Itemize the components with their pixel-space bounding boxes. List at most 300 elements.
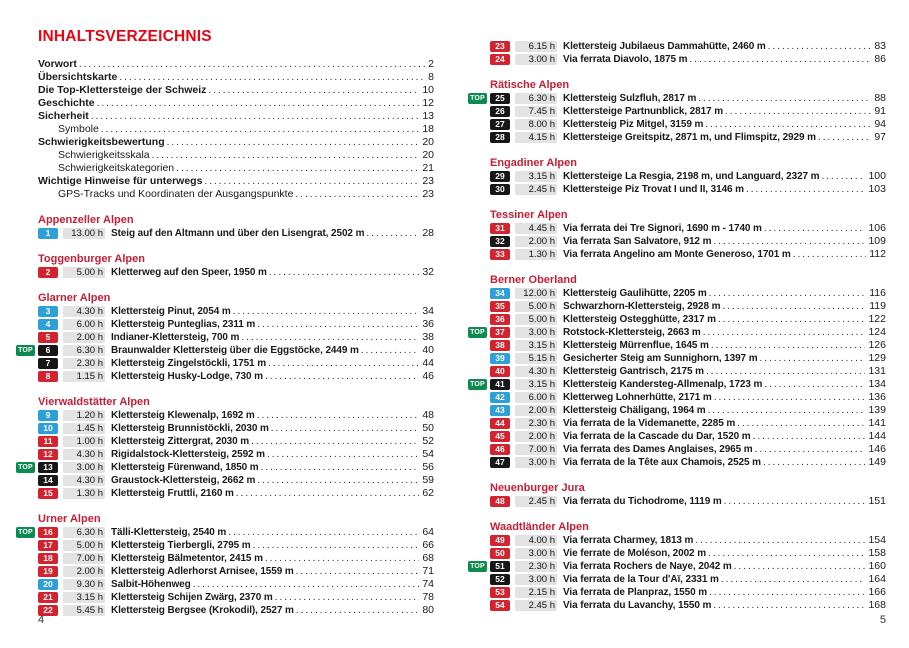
route-title: Klettersteig Punteglias, 2311 m — [111, 319, 256, 330]
route-entry — [490, 339, 886, 352]
page-ref: 149 — [868, 456, 886, 468]
duration: 2.00 h — [515, 431, 557, 442]
route-entry — [38, 435, 434, 448]
route-entry — [38, 357, 434, 370]
dot-leader — [267, 448, 419, 461]
toc-item-label: Die Top-Klettersteige der Schweiz — [38, 84, 207, 96]
page-ref: 78 — [422, 591, 434, 603]
route-title: Via ferrata du Lavanchy, 1550 m — [563, 600, 712, 611]
route-title: Klettersteig Zittergrat, 2030 m — [111, 436, 250, 447]
route-entry — [470, 560, 886, 573]
route-title: Klettersteig Brunnistöckli, 2030 m — [111, 423, 269, 434]
toc-item-label: Schwierigkeitskategorien — [58, 162, 175, 174]
route-number-badge: 47 — [490, 457, 510, 468]
route-number-badge: 3 — [38, 306, 58, 317]
route-title: Klettersteige Greitspitz, 2871 m, und Flimspitz, 2929 m — [563, 132, 816, 143]
toc-item-label: Sicherheit — [38, 110, 89, 122]
toc-item-page: 13 — [422, 110, 434, 122]
dot-leader — [366, 227, 419, 240]
region-heading: Rätische Alpen — [490, 79, 570, 91]
route-title: Via ferrata Diavolo, 1875 m — [563, 54, 688, 65]
route-number-badge: 5 — [38, 332, 58, 343]
route-number-badge: 26 — [490, 106, 510, 117]
page-ref: 86 — [874, 53, 886, 65]
route-entry — [490, 495, 886, 508]
region-heading: Neuenburger Jura — [490, 482, 585, 494]
duration: 13.00 h — [63, 228, 105, 239]
route-title: Indianer-Klettersteig, 700 m — [111, 332, 240, 343]
route-title: Klettersteig Piz Mitgel, 3159 m — [563, 119, 704, 130]
route-number-badge: 44 — [490, 418, 510, 429]
page-right — [470, 40, 886, 612]
region-heading: Tessiner Alpen — [490, 209, 568, 221]
route-number-badge: 14 — [38, 475, 58, 486]
route-title: Klettersteig Kandersteg-Allmenalp, 1723 m — [563, 379, 763, 390]
dot-leader — [296, 604, 419, 617]
dot-leader — [193, 578, 420, 591]
route-number-badge: 10 — [38, 423, 58, 434]
duration: 3.15 h — [515, 340, 557, 351]
route-entry — [490, 391, 886, 404]
route-title: Rigidalstock-Klettersteig, 2592 m — [111, 449, 265, 460]
route-entry — [38, 591, 434, 604]
region-section — [18, 292, 434, 383]
duration: 3.15 h — [515, 171, 557, 182]
duration: 6.00 h — [515, 392, 557, 403]
dot-leader — [753, 430, 866, 443]
duration: 2.15 h — [515, 587, 557, 598]
page-ref: 52 — [422, 435, 434, 447]
duration: 1.15 h — [63, 371, 105, 382]
duration: 5.00 h — [515, 301, 557, 312]
route-entry — [490, 456, 886, 469]
route-number-badge: 41 — [490, 379, 510, 390]
dot-leader — [737, 417, 865, 430]
dot-leader — [265, 370, 419, 383]
duration: 4.15 h — [515, 132, 557, 143]
route-number-badge: 42 — [490, 392, 510, 403]
toc-item-label: GPS-Tracks und Koordinaten der Ausgangspunkte — [58, 188, 294, 200]
duration: 2.00 h — [63, 566, 105, 577]
region-heading: Berner Oberland — [490, 274, 577, 286]
page-ref: 129 — [868, 352, 886, 364]
route-entry — [490, 404, 886, 417]
route-title: Klettersteig Ostegghütte, 2317 m — [563, 314, 716, 325]
dot-leader — [361, 344, 420, 357]
duration: 2.00 h — [63, 332, 105, 343]
dot-leader — [703, 326, 866, 339]
route-number-badge: 40 — [490, 366, 510, 377]
dot-leader — [152, 149, 420, 162]
route-number-badge: 23 — [490, 41, 510, 52]
dot-leader — [257, 409, 420, 422]
route-title: Via ferrata de Planpraz, 1550 m — [563, 587, 708, 598]
region-section — [18, 513, 434, 617]
region-section — [470, 274, 886, 469]
toc-item-label: Symbole — [58, 123, 99, 135]
page-ref: 146 — [868, 443, 886, 455]
duration: 2.45 h — [515, 496, 557, 507]
region-section — [470, 79, 886, 144]
dot-leader — [711, 339, 866, 352]
route-entry — [470, 326, 886, 339]
toc-item-page: 18 — [422, 123, 434, 135]
route-entry — [38, 318, 434, 331]
route-title: Rotstock-Klettersteig, 2663 m — [563, 327, 701, 338]
route-entry — [38, 578, 434, 591]
page-ref: 131 — [868, 365, 886, 377]
page-ref: 83 — [874, 40, 886, 52]
page-ref: 112 — [869, 248, 886, 260]
route-title: Steig auf den Altmann und über den Lisengrat, 2502 m — [111, 228, 365, 239]
dot-leader — [265, 552, 419, 565]
route-number-badge: 8 — [38, 371, 58, 382]
top-route-badge: TOP — [16, 345, 35, 356]
route-number-badge: 21 — [38, 592, 58, 603]
dot-leader — [818, 131, 871, 144]
page-ref: 54 — [422, 448, 434, 460]
toc-item-label: Übersichtskarte — [38, 71, 118, 83]
page-ref: 88 — [874, 92, 886, 104]
page-ref: 34 — [422, 305, 434, 317]
route-title: Via ferrata Charmey, 1813 m — [563, 535, 694, 546]
dot-leader — [241, 331, 419, 344]
route-number-badge: 9 — [38, 410, 58, 421]
route-entry — [490, 586, 886, 599]
dot-leader — [713, 599, 865, 612]
dot-leader — [91, 110, 420, 123]
page-ref: 144 — [868, 430, 886, 442]
route-entry — [490, 547, 886, 560]
dot-leader — [695, 534, 865, 547]
duration: 7.45 h — [515, 106, 557, 117]
duration: 4.30 h — [63, 306, 105, 317]
route-title: Klettersteig Chäligang, 1964 m — [563, 405, 706, 416]
duration: 4.30 h — [515, 366, 557, 377]
duration: 1.30 h — [515, 249, 557, 260]
duration: 6.00 h — [63, 319, 105, 330]
toc-item-page: 2 — [428, 58, 434, 70]
duration: 2.30 h — [63, 358, 105, 369]
route-number-badge: 43 — [490, 405, 510, 416]
route-number-badge: 32 — [490, 236, 510, 247]
dot-leader — [764, 222, 866, 235]
dot-leader — [271, 422, 420, 435]
dot-leader — [233, 305, 420, 318]
toc-item — [38, 97, 434, 110]
route-entry — [490, 40, 886, 53]
page-ref: 94 — [874, 118, 886, 130]
duration: 6.30 h — [63, 527, 105, 538]
route-title: Klettersteig Husky-Lodge, 730 m — [111, 371, 263, 382]
duration: 4.30 h — [63, 475, 105, 486]
route-title: Tälli-Klettersteig, 2540 m — [111, 527, 227, 538]
toc-item — [38, 71, 434, 84]
route-entry — [490, 287, 886, 300]
page-ref: 168 — [868, 599, 886, 611]
route-number-badge: 34 — [490, 288, 510, 299]
dot-leader — [119, 71, 425, 84]
duration: 5.00 h — [63, 267, 105, 278]
dot-leader — [724, 495, 866, 508]
duration: 4.45 h — [515, 223, 557, 234]
route-entry — [490, 118, 886, 131]
route-title: Salbit-Höhenweg — [111, 579, 191, 590]
dot-leader — [176, 162, 419, 175]
route-number-badge: 15 — [38, 488, 58, 499]
route-number-badge: 16 — [38, 527, 58, 538]
route-title: Klettersteig Sulzfluh, 2817 m — [563, 93, 697, 104]
route-entry — [470, 378, 886, 391]
route-entry — [38, 487, 434, 500]
route-title: Klettersteig Jubilaeus Dammahütte, 2460 m — [563, 41, 766, 52]
route-title: Gesicherter Steig am Sunnighorn, 1397 m — [563, 353, 758, 364]
route-entry — [38, 305, 434, 318]
route-number-badge: 22 — [38, 605, 58, 616]
duration: 3.00 h — [515, 574, 557, 585]
route-entry — [490, 105, 886, 118]
duration: 2.00 h — [515, 236, 557, 247]
duration: 8.00 h — [515, 119, 557, 130]
dot-leader — [755, 443, 866, 456]
page-ref: 106 — [868, 222, 886, 234]
page-ref: 80 — [422, 604, 434, 616]
page-ref: 32 — [422, 266, 434, 278]
page-ref: 136 — [868, 391, 886, 403]
route-entry — [490, 599, 886, 612]
route-entry — [490, 131, 886, 144]
route-entry — [490, 300, 886, 313]
page-ref: 154 — [868, 534, 886, 546]
page-left — [18, 28, 434, 617]
toc-item — [38, 136, 434, 149]
duration: 3.00 h — [515, 457, 557, 468]
route-title: Klettersteig Fürenwand, 1850 m — [111, 462, 259, 473]
route-number-badge: 13 — [38, 462, 58, 473]
page-ref: 160 — [868, 560, 886, 572]
page-ref: 50 — [422, 422, 434, 434]
dot-leader — [718, 313, 866, 326]
duration: 4.30 h — [63, 449, 105, 460]
dot-leader — [821, 170, 865, 183]
dot-leader — [268, 357, 419, 370]
duration: 2.30 h — [515, 561, 557, 572]
toc-item-page: 8 — [428, 71, 434, 83]
duration: 7.00 h — [515, 444, 557, 455]
toc-item — [38, 123, 434, 136]
route-entry — [38, 552, 434, 565]
page-ref: 134 — [868, 378, 886, 390]
route-number-badge: 29 — [490, 171, 510, 182]
route-number-badge: 54 — [490, 600, 510, 611]
route-title: Via ferrata de la Tour d'Aï, 2331 m — [563, 574, 719, 585]
region-heading: Waadtländer Alpen — [490, 521, 589, 533]
route-title: Klettersteige Piz Trovat I und II, 3146 m — [563, 184, 744, 195]
route-entry — [38, 422, 434, 435]
right-sections — [470, 40, 886, 612]
dot-leader — [708, 404, 866, 417]
route-entry — [38, 266, 434, 279]
toc-item-page: 23 — [422, 175, 434, 187]
route-title: Via ferrata Rochers de Naye, 2042 m — [563, 561, 732, 572]
toc-item-page: 21 — [422, 162, 434, 174]
route-title: Kletterweg auf den Speer, 1950 m — [111, 267, 267, 278]
route-title: Klettersteig Tierbergli, 2795 m — [111, 540, 251, 551]
route-title: Klettersteig Gaulihütte, 2205 m — [563, 288, 707, 299]
route-title: Klettersteig Schijen Zwärg, 2370 m — [111, 592, 273, 603]
dot-leader — [97, 97, 420, 110]
dot-leader — [768, 40, 872, 53]
dot-leader — [261, 461, 420, 474]
toc-item — [38, 58, 434, 71]
page-ref: 71 — [422, 565, 434, 577]
route-title: Klettersteig Mürrenflue, 1645 m — [563, 340, 709, 351]
duration: 3.00 h — [515, 54, 557, 65]
toc-item — [38, 110, 434, 123]
duration: 2.45 h — [515, 600, 557, 611]
route-entry — [490, 183, 886, 196]
dot-leader — [709, 586, 865, 599]
region-heading: Toggenburger Alpen — [38, 253, 145, 265]
duration: 2.30 h — [515, 418, 557, 429]
route-entry — [38, 474, 434, 487]
route-title: Klettersteig Fruttli, 2160 m — [111, 488, 234, 499]
top-route-badge: TOP — [468, 93, 487, 104]
page-title: INHALTSVERZEICHNIS — [38, 28, 212, 45]
region-heading: Glarner Alpen — [38, 292, 111, 304]
route-entry — [490, 235, 886, 248]
duration: 1.20 h — [63, 410, 105, 421]
duration: 5.15 h — [515, 353, 557, 364]
region-section — [490, 209, 886, 261]
duration: 3.00 h — [515, 548, 557, 559]
page-number-left: 4 — [38, 614, 45, 626]
route-entry — [490, 170, 886, 183]
route-title: Braunwalder Klettersteig über die Eggstöcke, 2449 m — [111, 345, 359, 356]
dot-leader — [793, 248, 867, 261]
duration: 9.30 h — [63, 579, 105, 590]
duration: 3.00 h — [63, 462, 105, 473]
toc-item-page: 20 — [422, 136, 434, 148]
dot-leader — [79, 58, 425, 71]
top-route-badge: TOP — [468, 379, 487, 390]
route-entry — [38, 409, 434, 422]
dot-leader — [705, 118, 871, 131]
route-entry — [18, 461, 434, 474]
page-ref: 66 — [422, 539, 434, 551]
dot-leader — [269, 266, 420, 279]
dot-leader — [722, 300, 866, 313]
duration: 12.00 h — [515, 288, 557, 299]
route-number-badge: 50 — [490, 548, 510, 559]
route-title: Klettersteig Zingelstöckli, 1751 m — [111, 358, 266, 369]
page-ref: 164 — [868, 573, 886, 585]
dot-leader — [763, 456, 866, 469]
dot-leader — [204, 175, 419, 188]
route-number-badge: 27 — [490, 119, 510, 130]
top-route-badge: TOP — [468, 327, 487, 338]
page-ref: 141 — [868, 417, 886, 429]
page-number-right: 5 — [879, 614, 886, 626]
route-number-badge: 6 — [38, 345, 58, 356]
dot-leader — [746, 183, 866, 196]
dot-leader — [167, 136, 420, 149]
route-number-badge: 18 — [38, 553, 58, 564]
route-entry — [490, 313, 886, 326]
page-ref: 38 — [422, 331, 434, 343]
top-route-badge: TOP — [16, 462, 35, 473]
page-ref: 100 — [868, 170, 886, 182]
page-ref: 48 — [422, 409, 434, 421]
page-ref: 74 — [422, 578, 434, 590]
toc-item-label: Vorwort — [38, 58, 77, 70]
duration: 3.15 h — [515, 379, 557, 390]
duration: 3.00 h — [515, 327, 557, 338]
route-entry — [490, 53, 886, 66]
route-number-badge: 35 — [490, 301, 510, 312]
duration: 4.00 h — [515, 535, 557, 546]
route-entry — [490, 430, 886, 443]
route-number-badge: 39 — [490, 353, 510, 364]
dot-leader — [725, 105, 871, 118]
route-number-badge: 17 — [38, 540, 58, 551]
route-number-badge: 4 — [38, 319, 58, 330]
dot-leader — [251, 435, 419, 448]
route-title: Via ferrata de la Tête aux Chamois, 2525 m — [563, 457, 761, 468]
route-title: Via ferrata des Dames Anglaises, 2965 m — [563, 444, 753, 455]
route-entry — [470, 92, 886, 105]
route-title: Kletterweg Lohnerhütte, 2171 m — [563, 392, 712, 403]
toc-item — [38, 188, 434, 201]
dot-leader — [253, 539, 420, 552]
route-title: Via ferrata de la Cascade du Dar, 1520 m — [563, 431, 751, 442]
page-ref: 124 — [868, 326, 886, 338]
dot-leader — [709, 287, 867, 300]
dot-leader — [236, 487, 420, 500]
page-ref: 166 — [868, 586, 886, 598]
route-entry — [490, 365, 886, 378]
page-ref: 68 — [422, 552, 434, 564]
page-ref: 151 — [868, 495, 886, 507]
duration: 1.45 h — [63, 423, 105, 434]
route-title: Graustock-Klettersteig, 2662 m — [111, 475, 256, 486]
page-ref: 56 — [422, 461, 434, 473]
toc-item-page: 23 — [422, 188, 434, 200]
dot-leader — [295, 188, 419, 201]
route-title: Klettersteige Partnunblick, 2817 m — [563, 106, 723, 117]
dot-leader — [689, 53, 871, 66]
route-entry — [490, 443, 886, 456]
route-entry — [490, 573, 886, 586]
route-number-badge: 37 — [490, 327, 510, 338]
route-entry — [38, 448, 434, 461]
route-entry — [38, 370, 434, 383]
route-entry — [38, 331, 434, 344]
page-ref: 28 — [422, 227, 434, 239]
toc-item — [38, 149, 434, 162]
dot-leader — [228, 526, 419, 539]
page-ref: 59 — [422, 474, 434, 486]
route-entry — [18, 526, 434, 539]
top-route-badge: TOP — [468, 561, 487, 572]
route-title: Via ferrata San Salvatore, 912 m — [563, 236, 712, 247]
dot-leader — [275, 591, 420, 604]
dot-leader — [760, 352, 866, 365]
route-number-badge: 2 — [38, 267, 58, 278]
region-section — [38, 214, 434, 240]
route-title: Vie ferrate de Moléson, 2002 m — [563, 548, 706, 559]
route-title: Via ferrata du Tichodrome, 1119 m — [563, 496, 722, 507]
